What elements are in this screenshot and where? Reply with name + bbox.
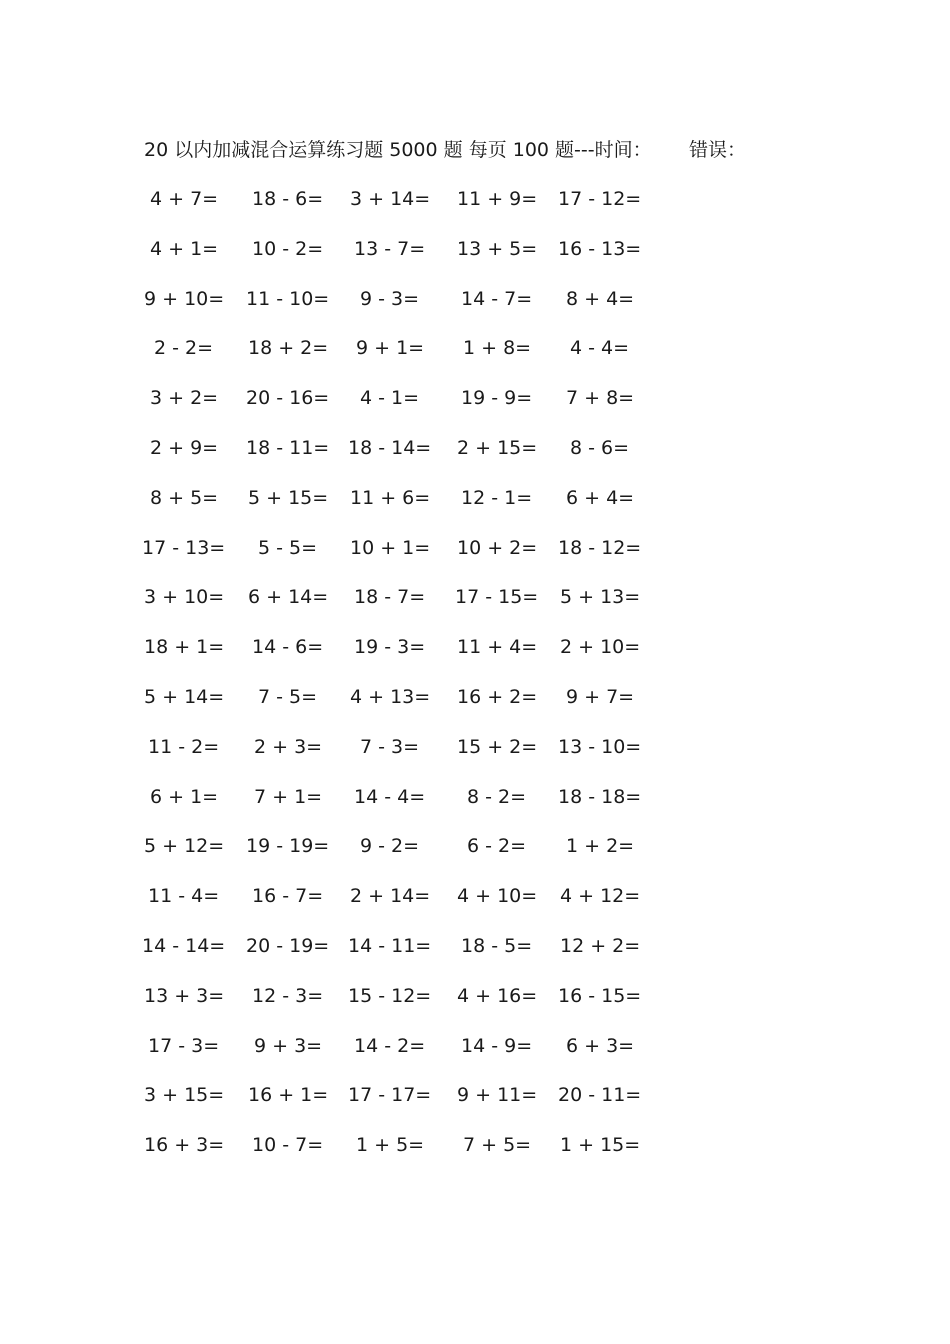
errors-label: 错误： [689, 139, 747, 161]
problem-item: 2 + 10= [560, 636, 641, 659]
problem-item: 9 + 7= [566, 685, 635, 708]
problem-item: 14 - 6= [252, 636, 324, 659]
problem-row [0, 384, 950, 434]
problem-row [0, 932, 950, 982]
problem-item: 14 - 4= [354, 785, 426, 808]
problem-item: 15 + 2= [457, 735, 538, 758]
problem-item: 8 + 4= [566, 287, 635, 310]
problem-row [0, 534, 950, 584]
problem-item: 12 - 3= [252, 984, 324, 1007]
problem-item: 14 - 14= [142, 934, 226, 957]
problem-item: 1 + 2= [566, 835, 635, 858]
problem-item: 17 - 17= [348, 1084, 432, 1107]
problem-item: 6 - 2= [467, 835, 527, 858]
problem-item: 5 + 13= [560, 586, 641, 609]
problem-item: 7 + 5= [463, 1134, 532, 1157]
problem-item: 5 + 14= [144, 685, 225, 708]
problem-item: 18 - 11= [246, 436, 330, 459]
problem-item: 17 - 3= [148, 1034, 220, 1057]
problem-item: 20 - 19= [246, 934, 330, 957]
problem-item: 3 + 2= [150, 387, 219, 410]
problem-item: 8 - 6= [570, 436, 630, 459]
problem-item: 14 - 9= [461, 1034, 533, 1057]
problem-row [0, 882, 950, 932]
problem-item: 8 + 5= [150, 486, 219, 509]
problem-row [0, 633, 950, 683]
problem-item: 4 - 1= [360, 387, 420, 410]
problem-item: 10 + 2= [457, 536, 538, 559]
problem-item: 11 - 2= [148, 735, 220, 758]
problem-item: 5 + 15= [248, 486, 329, 509]
problem-item: 2 + 9= [150, 436, 219, 459]
problem-item: 19 - 19= [246, 835, 330, 858]
problem-row [0, 334, 950, 384]
problem-item: 14 - 7= [461, 287, 533, 310]
problem-row [0, 832, 950, 882]
problem-item: 14 - 11= [348, 934, 432, 957]
problem-item: 17 - 12= [558, 188, 642, 210]
problem-item: 3 + 10= [144, 586, 225, 609]
problem-item: 4 + 10= [457, 885, 538, 908]
problem-item: 5 - 5= [258, 536, 318, 559]
problem-item: 1 + 5= [356, 1134, 425, 1157]
problem-item: 13 - 7= [354, 237, 426, 260]
problem-item: 6 + 1= [150, 785, 219, 808]
problem-item: 9 + 3= [254, 1034, 323, 1057]
problem-item: 9 - 3= [360, 287, 420, 310]
problem-item: 16 + 2= [457, 685, 538, 708]
problem-item: 10 - 7= [252, 1134, 324, 1157]
problem-item: 4 + 7= [150, 188, 219, 210]
problem-row [0, 733, 950, 783]
worksheet-title: 20 以内加减混合运算练习题 5000 题 每页 100 题---时间： [144, 139, 652, 161]
problem-item: 6 + 4= [566, 486, 635, 509]
problem-item: 18 - 7= [354, 586, 426, 609]
problem-item: 4 + 16= [457, 984, 538, 1007]
problem-row [0, 683, 950, 733]
problem-item: 3 + 15= [144, 1084, 225, 1107]
problem-item: 19 - 3= [354, 636, 426, 659]
problem-row [0, 1131, 950, 1181]
problem-item: 16 + 3= [144, 1134, 225, 1157]
problem-item: 18 - 5= [461, 934, 533, 957]
problem-item: 13 + 3= [144, 984, 225, 1007]
problem-item: 13 + 5= [457, 237, 538, 260]
problem-row [0, 1032, 950, 1082]
problem-item: 2 + 15= [457, 436, 538, 459]
problem-item: 18 - 14= [348, 436, 432, 459]
problem-item: 12 + 2= [560, 934, 641, 957]
problem-item: 16 - 7= [252, 885, 324, 908]
problem-item: 7 + 1= [254, 785, 323, 808]
problem-item: 7 - 5= [258, 685, 318, 708]
problem-item: 18 - 6= [252, 188, 324, 210]
problem-item: 11 + 6= [350, 486, 431, 509]
problem-item: 3 + 14= [350, 188, 431, 210]
problem-row [0, 783, 950, 833]
problem-item: 7 + 8= [566, 387, 635, 410]
problem-item: 9 - 2= [360, 835, 420, 858]
problem-item: 16 - 13= [558, 237, 642, 260]
problem-item: 18 - 12= [558, 536, 642, 559]
problem-row [0, 185, 950, 235]
problem-item: 10 + 1= [350, 536, 431, 559]
problem-item: 4 + 1= [150, 237, 219, 260]
problem-item: 19 - 9= [461, 387, 533, 410]
problem-item: 18 - 18= [558, 785, 642, 808]
problem-item: 16 + 1= [248, 1084, 329, 1107]
problem-item: 2 + 14= [350, 885, 431, 908]
problem-row [0, 235, 950, 285]
problem-item: 1 + 15= [560, 1134, 641, 1157]
problem-item: 18 + 1= [144, 636, 225, 659]
problem-item: 1 + 8= [463, 337, 532, 360]
problem-item: 2 + 3= [254, 735, 323, 758]
problem-item: 2 - 2= [154, 337, 214, 360]
problem-item: 11 + 9= [457, 188, 538, 210]
problem-item: 20 - 11= [558, 1084, 642, 1107]
problem-item: 7 - 3= [360, 735, 420, 758]
problem-item: 12 - 1= [461, 486, 533, 509]
problem-item: 4 - 4= [570, 337, 630, 360]
problem-item: 10 - 2= [252, 237, 324, 260]
problem-row [0, 484, 950, 534]
problem-item: 17 - 15= [455, 586, 539, 609]
problem-row [0, 583, 950, 633]
problem-item: 5 + 12= [144, 835, 225, 858]
problem-item: 9 + 10= [144, 287, 225, 310]
problem-row [0, 982, 950, 1032]
problem-item: 8 - 2= [467, 785, 527, 808]
problem-item: 11 - 10= [246, 287, 330, 310]
problem-item: 16 - 15= [558, 984, 642, 1007]
problem-item: 11 - 4= [148, 885, 220, 908]
problem-item: 15 - 12= [348, 984, 432, 1007]
problem-grid [0, 185, 950, 1181]
problem-item: 14 - 2= [354, 1034, 426, 1057]
problem-item: 11 + 4= [457, 636, 538, 659]
problem-item: 18 + 2= [248, 337, 329, 360]
problem-item: 9 + 11= [457, 1084, 538, 1107]
problem-item: 6 + 3= [566, 1034, 635, 1057]
problem-item: 4 + 12= [560, 885, 641, 908]
problem-item: 9 + 1= [356, 337, 425, 360]
problem-item: 20 - 16= [246, 387, 330, 410]
problem-row [0, 434, 950, 484]
problem-item: 17 - 13= [142, 536, 226, 559]
problem-row [0, 285, 950, 335]
problem-item: 6 + 14= [248, 586, 329, 609]
problem-item: 13 - 10= [558, 735, 642, 758]
problem-row [0, 1081, 950, 1131]
problem-item: 4 + 13= [350, 685, 431, 708]
